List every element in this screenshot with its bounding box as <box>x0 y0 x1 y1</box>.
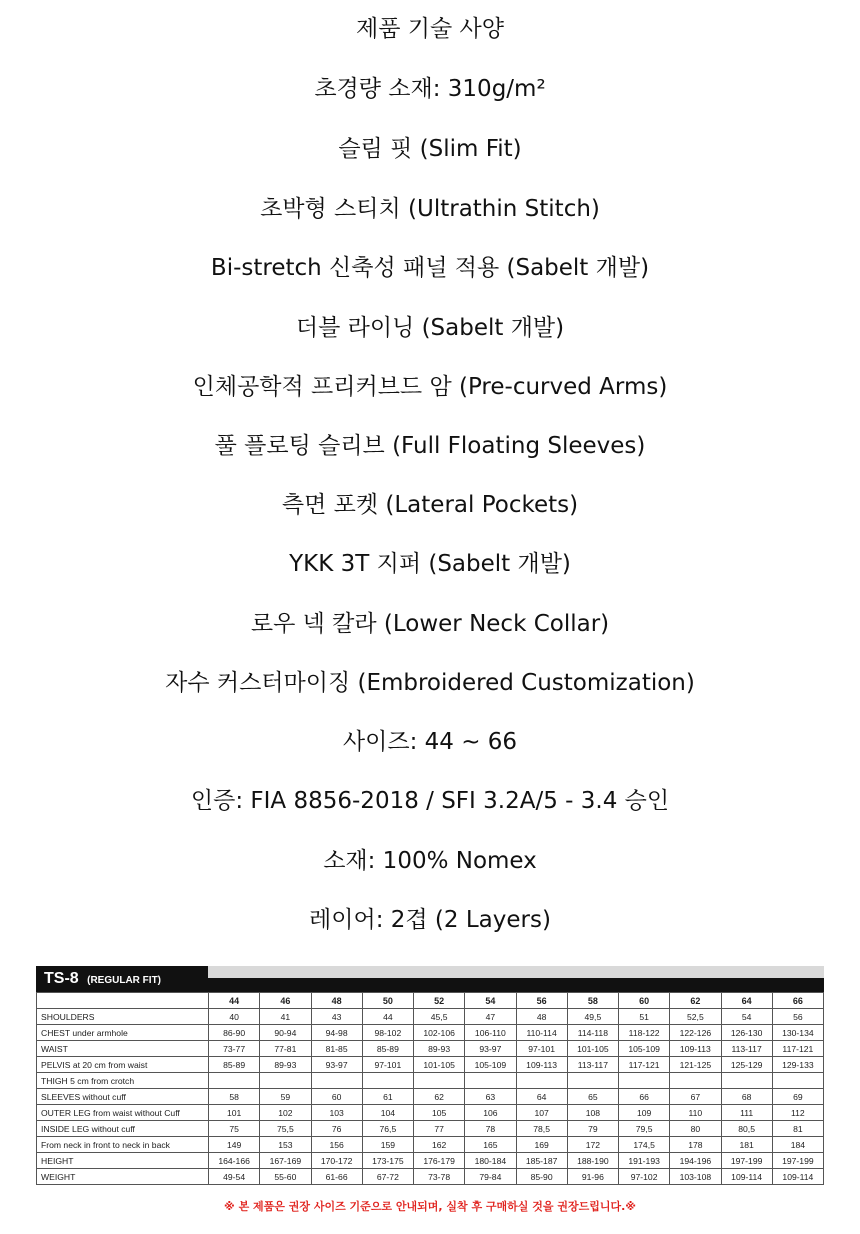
size-header-cell: 56 <box>516 993 567 1009</box>
table-cell: 159 <box>362 1137 413 1153</box>
row-label: OUTER LEG from waist without Cuff <box>37 1105 209 1121</box>
spec-line: Bi-stretch 신축성 패널 적용 (Sabelt 개발) <box>210 255 650 281</box>
table-cell: 165 <box>465 1137 516 1153</box>
table-cell <box>670 1073 721 1089</box>
table-cell: 197-199 <box>721 1153 772 1169</box>
table-cell: 110 <box>670 1105 721 1121</box>
size-header-cell: 46 <box>260 993 311 1009</box>
spec-line: YKK 3T 지퍼 (Sabelt 개발) <box>289 551 571 577</box>
table-cell: 81 <box>772 1121 823 1137</box>
spec-line: 사이즈: 44 ~ 66 <box>342 729 518 755</box>
table-cell: 44 <box>362 1009 413 1025</box>
table-row <box>37 1137 824 1153</box>
row-label: From neck in front to neck in back <box>37 1137 209 1153</box>
table-cell: 164-166 <box>209 1153 260 1169</box>
table-cell: 56 <box>772 1009 823 1025</box>
spec-line: 초경량 소재: 310g/m² <box>314 76 546 102</box>
table-cell: 62 <box>414 1089 465 1105</box>
table-cell <box>311 1073 362 1089</box>
table-cell: 105-109 <box>619 1041 670 1057</box>
table-cell <box>516 1073 567 1089</box>
table-cell: 81-85 <box>311 1041 362 1057</box>
table-cell: 194-196 <box>670 1153 721 1169</box>
row-label: WEIGHT <box>37 1169 209 1185</box>
table-cell: 67 <box>670 1089 721 1105</box>
size-chart <box>36 966 824 1185</box>
table-row <box>37 1105 824 1121</box>
table-cell: 86-90 <box>209 1025 260 1041</box>
table-row <box>37 1025 824 1041</box>
table-cell: 118-122 <box>619 1025 670 1041</box>
table-cell: 65 <box>567 1089 618 1105</box>
table-cell: 79,5 <box>619 1121 670 1137</box>
row-label: CHEST under armhole <box>37 1025 209 1041</box>
table-cell: 66 <box>619 1089 670 1105</box>
table-cell: 79 <box>567 1121 618 1137</box>
row-label: SLEEVES without cuff <box>37 1089 209 1105</box>
table-cell: 184 <box>772 1137 823 1153</box>
table-cell: 85-90 <box>516 1169 567 1185</box>
table-cell: 113-117 <box>721 1041 772 1057</box>
table-cell <box>260 1073 311 1089</box>
table-row <box>37 1041 824 1057</box>
table-cell: 90-94 <box>260 1025 311 1041</box>
table-cell: 63 <box>465 1089 516 1105</box>
table-cell: 169 <box>516 1137 567 1153</box>
table-cell: 91-96 <box>567 1169 618 1185</box>
table-cell: 101-105 <box>414 1057 465 1073</box>
table-cell: 126-130 <box>721 1025 772 1041</box>
table-cell: 103-108 <box>670 1169 721 1185</box>
spec-line: 풀 플로팅 슬리브 (Full Floating Sleeves) <box>214 433 646 459</box>
spec-line: 인증: FIA 8856-2018 / SFI 3.2A/5 - 3.4 승인 <box>190 788 670 814</box>
table-cell: 191-193 <box>619 1153 670 1169</box>
spec-line: 인체공학적 프리커브드 암 (Pre-curved Arms) <box>192 374 668 400</box>
spec-line: 자수 커스터마이징 (Embroidered Customization) <box>165 670 695 696</box>
table-cell: 172 <box>567 1137 618 1153</box>
table-cell: 109-114 <box>772 1169 823 1185</box>
table-cell: 40 <box>209 1009 260 1025</box>
table-cell: 55-60 <box>260 1169 311 1185</box>
table-row <box>37 1121 824 1137</box>
table-cell: 108 <box>567 1105 618 1121</box>
table-cell: 68 <box>721 1089 772 1105</box>
size-header-cell: 54 <box>465 993 516 1009</box>
table-cell: 117-121 <box>619 1057 670 1073</box>
table-cell: 49,5 <box>567 1009 618 1025</box>
table-cell: 64 <box>516 1089 567 1105</box>
row-label: THIGH 5 cm from crotch <box>37 1073 209 1089</box>
table-cell: 130-134 <box>772 1025 823 1041</box>
size-header-cell: 48 <box>311 993 362 1009</box>
spec-line: 측면 포켓 (Lateral Pockets) <box>281 492 579 518</box>
table-cell: 178 <box>670 1137 721 1153</box>
table-cell: 103 <box>311 1105 362 1121</box>
table-cell <box>209 1073 260 1089</box>
spec-line: 소재: 100% Nomex <box>323 848 537 874</box>
table-row <box>37 1089 824 1105</box>
table-cell: 94-98 <box>311 1025 362 1041</box>
table-cell: 129-133 <box>772 1057 823 1073</box>
spec-line: 로우 넥 칼라 (Lower Neck Collar) <box>250 611 610 637</box>
table-cell: 93-97 <box>311 1057 362 1073</box>
table-cell: 98-102 <box>362 1025 413 1041</box>
table-cell: 176-179 <box>414 1153 465 1169</box>
table-row <box>37 1057 824 1073</box>
table-cell <box>721 1073 772 1089</box>
table-cell: 125-129 <box>721 1057 772 1073</box>
spec-heading: 제품 기술 사양 <box>356 16 504 42</box>
table-cell: 69 <box>772 1089 823 1105</box>
size-header-cell: 66 <box>772 993 823 1009</box>
table-cell: 49-54 <box>209 1169 260 1185</box>
table-cell: 109-113 <box>516 1057 567 1073</box>
table-cell: 85-89 <box>362 1041 413 1057</box>
table-cell: 149 <box>209 1137 260 1153</box>
table-cell: 113-117 <box>567 1057 618 1073</box>
table-cell: 110-114 <box>516 1025 567 1041</box>
table-cell: 75 <box>209 1121 260 1137</box>
table-cell: 58 <box>209 1089 260 1105</box>
table-cell: 117-121 <box>772 1041 823 1057</box>
table-cell: 60 <box>311 1089 362 1105</box>
table-cell: 80 <box>670 1121 721 1137</box>
table-cell: 54 <box>721 1009 772 1025</box>
table-cell: 52,5 <box>670 1009 721 1025</box>
table-cell: 51 <box>619 1009 670 1025</box>
size-header-cell: 52 <box>414 993 465 1009</box>
table-cell: 188-190 <box>567 1153 618 1169</box>
table-cell: 85-89 <box>209 1057 260 1073</box>
table-cell: 153 <box>260 1137 311 1153</box>
size-header-cell: 60 <box>619 993 670 1009</box>
table-cell: 111 <box>721 1105 772 1121</box>
table-cell: 76 <box>311 1121 362 1137</box>
table-cell <box>465 1073 516 1089</box>
table-cell: 77 <box>414 1121 465 1137</box>
table-cell: 107 <box>516 1105 567 1121</box>
table-cell: 89-93 <box>260 1057 311 1073</box>
table-cell: 106 <box>465 1105 516 1121</box>
table-cell: 73-77 <box>209 1041 260 1057</box>
table-cell: 105 <box>414 1105 465 1121</box>
size-chart-title <box>36 966 208 992</box>
table-cell <box>414 1073 465 1089</box>
table-row <box>37 1153 824 1169</box>
table-cell: 101-105 <box>567 1041 618 1057</box>
table-cell: 76,5 <box>362 1121 413 1137</box>
table-cell: 61-66 <box>311 1169 362 1185</box>
table-cell: 41 <box>260 1009 311 1025</box>
table-cell: 121-125 <box>670 1057 721 1073</box>
table-cell: 109 <box>619 1105 670 1121</box>
table-cell: 89-93 <box>414 1041 465 1057</box>
table-cell: 48 <box>516 1009 567 1025</box>
table-cell: 97-101 <box>362 1057 413 1073</box>
table-cell: 67-72 <box>362 1169 413 1185</box>
header-blank-cell <box>37 993 209 1009</box>
table-cell: 167-169 <box>260 1153 311 1169</box>
size-header-cell: 62 <box>670 993 721 1009</box>
table-cell: 185-187 <box>516 1153 567 1169</box>
fit-label: (REGULAR FIT) <box>87 975 162 986</box>
table-cell <box>567 1073 618 1089</box>
table-cell: 122-126 <box>670 1025 721 1041</box>
row-label: INSIDE LEG without cuff <box>37 1121 209 1137</box>
table-row <box>37 1073 824 1089</box>
table-cell: 174,5 <box>619 1137 670 1153</box>
table-cell: 173-175 <box>362 1153 413 1169</box>
table-cell <box>772 1073 823 1089</box>
table-cell: 59 <box>260 1089 311 1105</box>
table-cell: 80,5 <box>721 1121 772 1137</box>
table-cell: 77-81 <box>260 1041 311 1057</box>
table-cell: 101 <box>209 1105 260 1121</box>
table-cell: 156 <box>311 1137 362 1153</box>
recommendation-notice: ※ 본 제품은 권장 사이즈 기준으로 안내되며, 실착 후 구매하실 것을 권장드립니다.※ <box>224 1200 636 1213</box>
table-cell: 97-102 <box>619 1169 670 1185</box>
table-cell: 93-97 <box>465 1041 516 1057</box>
table-cell: 114-118 <box>567 1025 618 1041</box>
table-cell: 79-84 <box>465 1169 516 1185</box>
table-cell: 78,5 <box>516 1121 567 1137</box>
row-label: HEIGHT <box>37 1153 209 1169</box>
table-cell: 105-109 <box>465 1057 516 1073</box>
table-cell: 102-106 <box>414 1025 465 1041</box>
size-chart-header <box>36 966 824 992</box>
table-cell: 109-113 <box>670 1041 721 1057</box>
table-row <box>37 1009 824 1025</box>
table-cell: 180-184 <box>465 1153 516 1169</box>
table-cell: 112 <box>772 1105 823 1121</box>
row-label: PELVIS at 20 cm from waist <box>37 1057 209 1073</box>
size-header-cell: 64 <box>721 993 772 1009</box>
size-header-cell: 50 <box>362 993 413 1009</box>
table-cell: 197-199 <box>772 1153 823 1169</box>
table-cell: 102 <box>260 1105 311 1121</box>
header-grey-band <box>208 966 824 978</box>
table-cell: 73-78 <box>414 1169 465 1185</box>
size-header-row <box>37 993 824 1009</box>
table-cell: 45,5 <box>414 1009 465 1025</box>
table-cell: 47 <box>465 1009 516 1025</box>
size-header-cell: 44 <box>209 993 260 1009</box>
table-cell: 75,5 <box>260 1121 311 1137</box>
table-cell <box>362 1073 413 1089</box>
table-cell: 181 <box>721 1137 772 1153</box>
row-label: WAIST <box>37 1041 209 1057</box>
table-cell: 43 <box>311 1009 362 1025</box>
header-black-band <box>208 978 824 992</box>
spec-line: 레이어: 2겹 (2 Layers) <box>309 907 551 933</box>
table-row <box>37 1169 824 1185</box>
spec-line: 초박형 스티치 (Ultrathin Stitch) <box>260 196 600 222</box>
table-cell: 109-114 <box>721 1169 772 1185</box>
table-cell: 170-172 <box>311 1153 362 1169</box>
table-cell: 78 <box>465 1121 516 1137</box>
size-table <box>36 992 824 1185</box>
spec-line: 슬림 핏 (Slim Fit) <box>338 136 522 162</box>
table-cell: 104 <box>362 1105 413 1121</box>
size-header-cell: 58 <box>567 993 618 1009</box>
model-name: TS-8 <box>44 970 79 987</box>
table-cell <box>619 1073 670 1089</box>
table-cell: 106-110 <box>465 1025 516 1041</box>
spec-line: 더블 라이닝 (Sabelt 개발) <box>295 315 565 341</box>
row-label: SHOULDERS <box>37 1009 209 1025</box>
table-cell: 162 <box>414 1137 465 1153</box>
table-cell: 61 <box>362 1089 413 1105</box>
table-cell: 97-101 <box>516 1041 567 1057</box>
